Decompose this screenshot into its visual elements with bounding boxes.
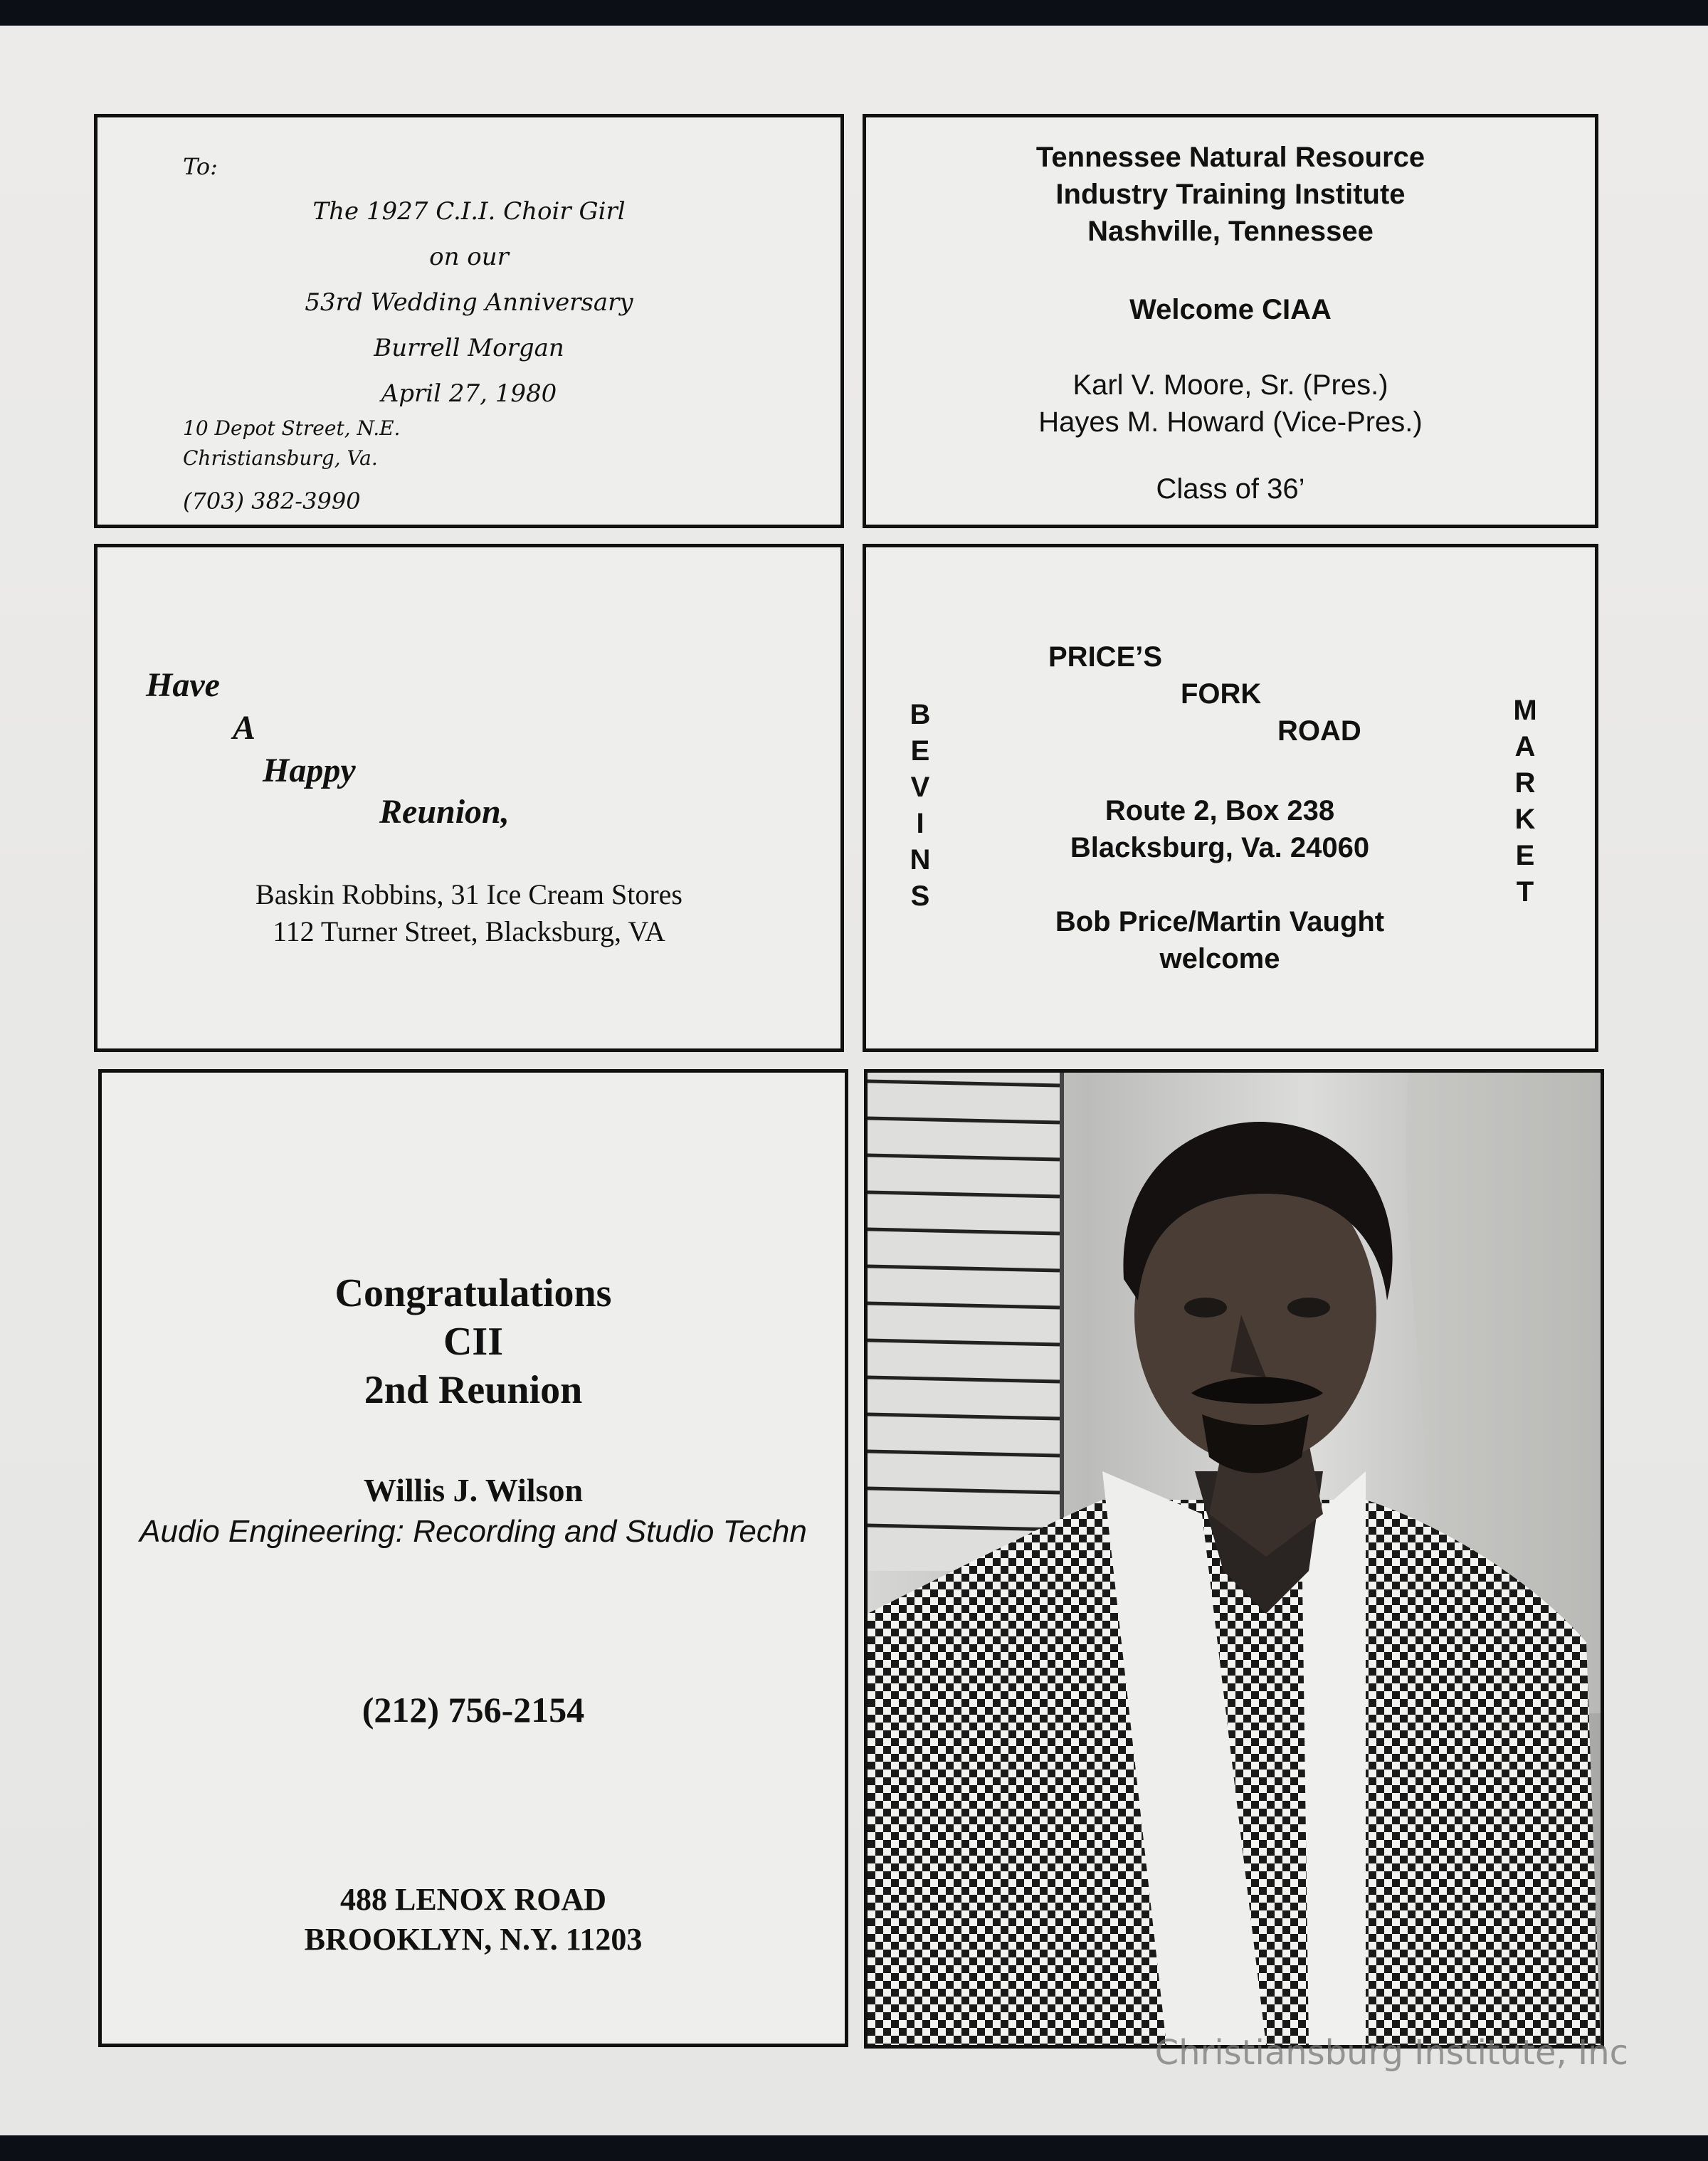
reunion-ad — [94, 544, 844, 1052]
anniversary-ad — [94, 114, 844, 528]
person-role: Audio Engineering: Recording and Studio Techn — [139, 1514, 807, 1549]
address-line: Route 2, Box 238 — [1105, 795, 1335, 826]
portrait-photo — [864, 1069, 1604, 2049]
portrait-illustration — [868, 1073, 1601, 2045]
vertical-letter: R — [1514, 767, 1536, 799]
vertical-letter: N — [910, 844, 931, 876]
contact-line: welcome — [1159, 943, 1280, 974]
anniversary-line: on our — [429, 243, 509, 271]
market-title-word: FORK — [1181, 678, 1262, 710]
vertical-letter: S — [910, 880, 930, 912]
vertical-letter: B — [910, 699, 931, 730]
anniversary-line: Burrell Morgan — [374, 334, 564, 362]
heading-line: Nashville, Tennessee — [1087, 216, 1374, 247]
vertical-letter: A — [1514, 731, 1536, 762]
window-blinds — [868, 1073, 1064, 1571]
phone-number: (703) 382-3990 — [183, 488, 361, 515]
vertical-letter: M — [1513, 695, 1537, 726]
congrats-line: Congratulations — [334, 1271, 612, 1315]
market-contact — [866, 903, 1595, 977]
watermark: Christiansburg Institute, Inc — [1154, 2033, 1628, 2073]
address-line: 488 LENOX ROAD — [339, 1882, 607, 1917]
mailing-address — [102, 1880, 845, 1960]
congrats-line: 2nd Reunion — [364, 1368, 583, 1412]
anniversary-line: April 27, 1980 — [381, 379, 557, 408]
congrats-line: CII — [443, 1320, 504, 1364]
address-line: BROOKLYN, N.Y. 11203 — [304, 1922, 643, 1957]
street-address: 10 Depot Street, N.E. — [183, 416, 401, 440]
anniversary-message — [97, 189, 840, 416]
heading-line: Industry Training Institute — [1055, 179, 1406, 210]
tennessee-institute-ad — [863, 114, 1598, 528]
anniversary-line: The 1927 C.I.I. Choir Girl — [312, 197, 626, 226]
reunion-word: Have — [146, 666, 220, 704]
reunion-word: Reunion, — [379, 793, 510, 831]
vertical-letter: T — [1516, 876, 1534, 908]
vertical-letter: I — [916, 808, 924, 839]
wilson-ad — [98, 1069, 848, 2047]
vertical-letter: K — [1514, 804, 1536, 835]
reunion-word: Happy — [263, 752, 356, 789]
vertical-letter: E — [1515, 840, 1535, 871]
to-label: To: — [183, 153, 218, 180]
person-name: Willis J. Wilson — [363, 1472, 584, 1508]
vertical-letter: V — [910, 772, 930, 803]
market-ad — [863, 544, 1598, 1052]
business-info — [97, 876, 840, 950]
institute-heading — [866, 139, 1595, 250]
market-address — [866, 792, 1595, 866]
contact-line: Bob Price/Martin Vaught — [1055, 906, 1385, 937]
market-title-word: ROAD — [1277, 715, 1361, 747]
congratulations-heading — [102, 1269, 845, 1414]
business-name: Baskin Robbins, 31 Ice Cream Stores — [255, 878, 682, 910]
market-title-word: PRICE’S — [1048, 641, 1163, 673]
phone-number: (212) 756-2154 — [362, 1690, 585, 1730]
officer: Hayes M. Howard (Vice-Pres.) — [1038, 406, 1423, 438]
anniversary-line: 53rd Wedding Anniversary — [305, 288, 633, 317]
class-year: Class of 36’ — [1156, 473, 1305, 505]
heading-line: Tennessee Natural Resource — [1035, 142, 1425, 173]
booklet-page — [0, 26, 1708, 2135]
welcome-text: Welcome CIAA — [1129, 294, 1332, 325]
business-address: 112 Turner Street, Blacksburg, VA — [273, 915, 665, 947]
city-address: Christiansburg, Va. — [183, 446, 378, 470]
officers-list — [866, 367, 1595, 441]
address-line: Blacksburg, Va. 24060 — [1070, 832, 1370, 863]
officer: Karl V. Moore, Sr. (Pres.) — [1072, 369, 1388, 401]
vertical-letter: E — [910, 735, 930, 767]
reunion-word: A — [233, 709, 256, 747]
